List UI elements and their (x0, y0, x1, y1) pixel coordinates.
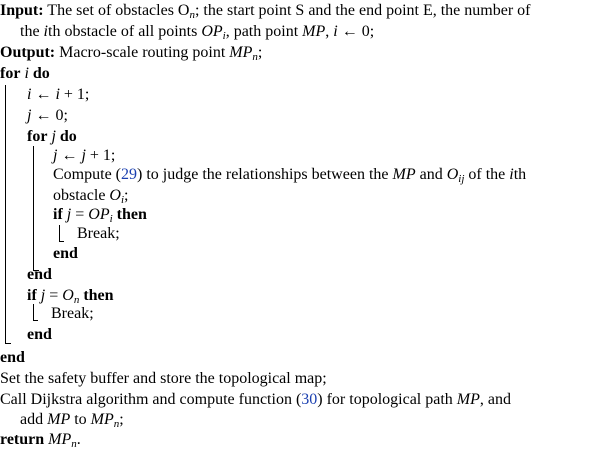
input2-i: i (43, 23, 48, 40)
compute-a: Compute ( (53, 166, 121, 183)
output-text: Macro-scale routing point (55, 44, 230, 61)
equation-ref-30[interactable]: 30 (301, 391, 318, 408)
if1-block-bar (59, 225, 60, 241)
compute2-o-sub: i (120, 194, 125, 206)
do-keyword: do (32, 65, 50, 82)
end-for-j-line: end (27, 266, 52, 283)
j-increment-line (53, 146, 115, 166)
input-text-a: The set of obstacles O (47, 2, 190, 19)
return-sub: n (71, 438, 77, 450)
for-i-block-bar (5, 85, 6, 343)
compute-b: ) to judge the relationships between the (137, 166, 393, 183)
j-init-b: ← 0; (31, 107, 68, 124)
input2-b: th obstacle of all points (48, 23, 202, 40)
input2-op: OP (201, 23, 223, 40)
for-j-block-bar (33, 146, 34, 270)
for-j-line (27, 127, 77, 147)
input2-i2: i (333, 23, 338, 40)
if2-j: j (40, 287, 46, 304)
compute-e: th (513, 166, 527, 183)
then1-keyword: then (116, 206, 147, 223)
output-mp-sub: n (252, 51, 258, 63)
for-keyword: for (0, 65, 21, 82)
input2-mp: MP (302, 23, 326, 40)
if1-line (53, 205, 147, 225)
add-c: ; (119, 411, 124, 428)
input2-a: the (20, 23, 44, 40)
i-inc-c: i (55, 86, 60, 103)
j-init-a: j (27, 107, 32, 124)
output-mp: MP (229, 44, 253, 61)
input-sub-n: n (189, 9, 195, 21)
add-mpn: MP (90, 411, 114, 428)
compute-line-1 (53, 165, 526, 185)
j-inc-d: + 1; (85, 147, 116, 164)
if2-block-bar (33, 304, 34, 320)
return-mp: MP (48, 431, 72, 448)
j-inc-c: j (81, 147, 86, 164)
if2-line (27, 286, 114, 306)
compute-line-2 (53, 186, 129, 206)
output-label: Output: (0, 44, 56, 61)
break1-text: Break; (77, 225, 120, 242)
safety-line: Set the safety buffer and store the topological map; (0, 370, 327, 387)
if2-keyword: if (27, 287, 37, 304)
input-text-b: ; the start point S and the end point E, the number of (194, 2, 531, 19)
compute-mp: MP (392, 166, 416, 183)
input-line-1 (0, 1, 530, 21)
i-inc-a: i (27, 86, 32, 103)
for-i-block-foot (5, 343, 11, 344)
compute2-o: O (109, 187, 121, 204)
input2-c: , path point (225, 23, 303, 40)
input2-op-sub: i (222, 30, 226, 42)
return-end: . (76, 431, 81, 448)
end-if1-line: end (53, 245, 78, 262)
for2-keyword: for (27, 128, 48, 145)
add-mpn-sub: n (113, 418, 120, 430)
if1-keyword: if (53, 206, 63, 223)
dijkstra-line (0, 390, 511, 410)
dijk-a: Call Dijkstra algorithm and compute function ( (0, 391, 302, 408)
end-if2-line: end (27, 326, 52, 343)
return-line (0, 430, 81, 450)
if1-block-foot (59, 241, 64, 242)
return-keyword: return (0, 431, 45, 448)
break2-line (51, 304, 94, 324)
input2-d: , (325, 23, 334, 40)
j-inc-b: ← (57, 147, 82, 164)
for-i-line (0, 64, 50, 84)
add-line (20, 410, 124, 430)
j-init-line (27, 106, 68, 126)
equation-ref-29[interactable]: 29 (121, 166, 137, 183)
if2-block-foot (33, 320, 38, 321)
add-b: to (70, 411, 91, 428)
do2-keyword: do (59, 128, 77, 145)
compute-c: and (415, 166, 447, 183)
output-end: ; (257, 44, 263, 61)
add-mp: MP (47, 411, 71, 428)
if1-op-sub: i (109, 213, 113, 225)
dijk-b: ) for topological path (317, 391, 457, 408)
output-line (0, 43, 262, 63)
compute-i: i (509, 166, 514, 183)
break1-line (77, 224, 120, 244)
input-label: Input: (0, 2, 44, 19)
i-increment-line (27, 85, 89, 105)
i-inc-d: + 1; (59, 86, 90, 103)
compute-o-sub: ij (458, 173, 465, 185)
if1-op: OP (88, 206, 110, 223)
if1-j: j (66, 206, 72, 223)
compute2-b: ; (124, 187, 129, 204)
j-inc-a: j (53, 147, 58, 164)
dijk-mp: MP (456, 391, 480, 408)
compute2-a: obstacle (53, 187, 110, 204)
break2-text: Break; (51, 305, 94, 322)
dijk-c: , and (479, 391, 511, 408)
compute-o: O (446, 166, 459, 183)
end-for-i-line: end (0, 349, 25, 366)
then2-keyword: then (83, 287, 114, 304)
for-var-i: i (24, 65, 29, 82)
compute-d: of the (464, 166, 510, 183)
input-line-2 (20, 22, 374, 42)
add-a: add (20, 411, 48, 428)
if2-eq: = (45, 287, 63, 304)
if2-o-sub: n (73, 294, 80, 306)
if1-eq: = (71, 206, 89, 223)
i-inc-b: ← (31, 86, 56, 103)
if2-o: O (62, 287, 74, 304)
input2-e: ← 0; (337, 23, 375, 40)
for2-var-j: j (51, 128, 56, 145)
